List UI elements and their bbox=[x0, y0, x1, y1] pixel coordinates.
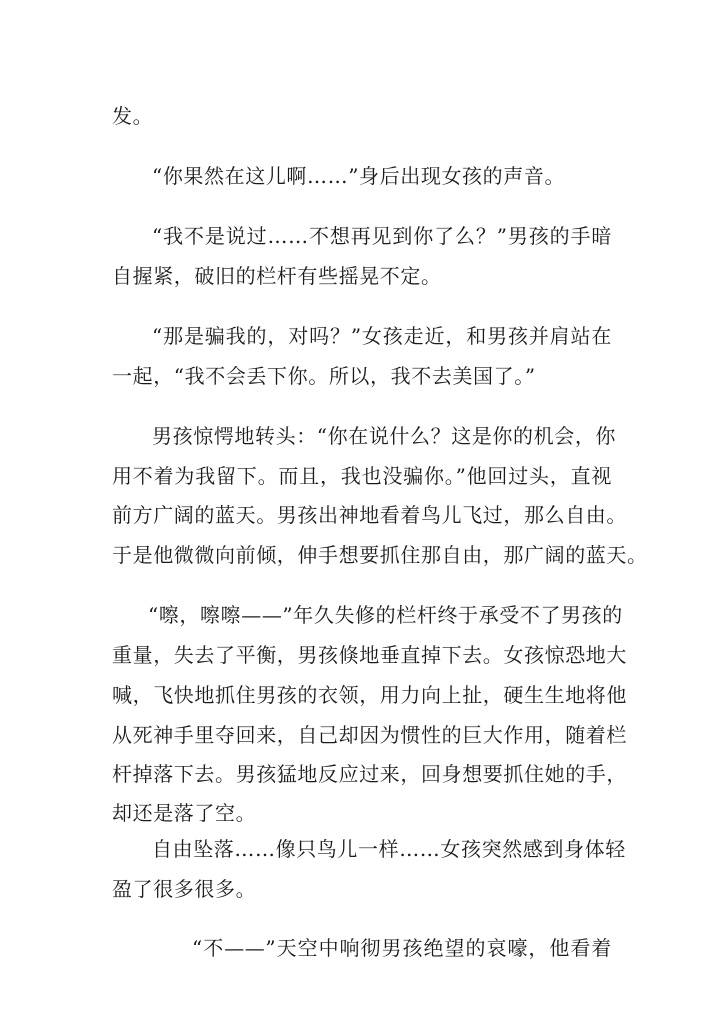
text-line: “我不是说过……不想再见到你了么？”男孩的手暗 bbox=[152, 224, 612, 248]
text-line: 喊，飞快地抓住男孩的衣领，用力向上扯，硬生生地将他 bbox=[112, 683, 627, 707]
text-line: 于是他微微向前倾，伸手想要抓住那自由，那广阔的蓝天。 bbox=[112, 543, 648, 567]
text-line: 从死神手里夺回来，自己却因为惯性的巨大作用，随着栏 bbox=[112, 723, 627, 747]
text-line: 杆掉落下去。男孩猛地反应过来，回身想要抓住她的手， bbox=[112, 762, 627, 786]
text-line: 却还是落了空。 bbox=[112, 801, 257, 825]
text-line: “嚓，嚓嚓——”年久失修的栏杆终于承受不了男孩的 bbox=[148, 603, 623, 627]
text-line: 一起，“我不会丢下你。所以，我不去美国了。” bbox=[112, 364, 536, 388]
text-line: 用不着为我留下。而且，我也没骗你。”他回过头，直视 bbox=[112, 464, 612, 488]
text-line: 重量，失去了平衡，男孩倏地垂直掉下去。女孩惊恐地大 bbox=[112, 643, 627, 667]
text-line: “不——”天空中响彻男孩绝望的哀嚎，他看着 bbox=[192, 936, 612, 960]
text-line: 盈了很多很多。 bbox=[112, 877, 257, 901]
text-line: 男孩惊愕地转头：“你在说什么？这是你的机会，你 bbox=[152, 424, 617, 448]
text-line: “你果然在这儿啊……”身后出现女孩的声音。 bbox=[152, 164, 566, 188]
text-line: 自握紧，破旧的栏杆有些摇晃不定。 bbox=[112, 264, 442, 288]
text-line: “那是骗我的，对吗？”女孩走近，和男孩并肩站在 bbox=[152, 324, 612, 348]
text-line: 自由坠落……像只鸟儿一样……女孩突然感到身体轻 bbox=[152, 837, 626, 861]
text-line: 发。 bbox=[112, 104, 154, 128]
text-line: 前方广阔的蓝天。男孩出神地看着鸟儿飞过，那么自由。 bbox=[112, 503, 627, 527]
